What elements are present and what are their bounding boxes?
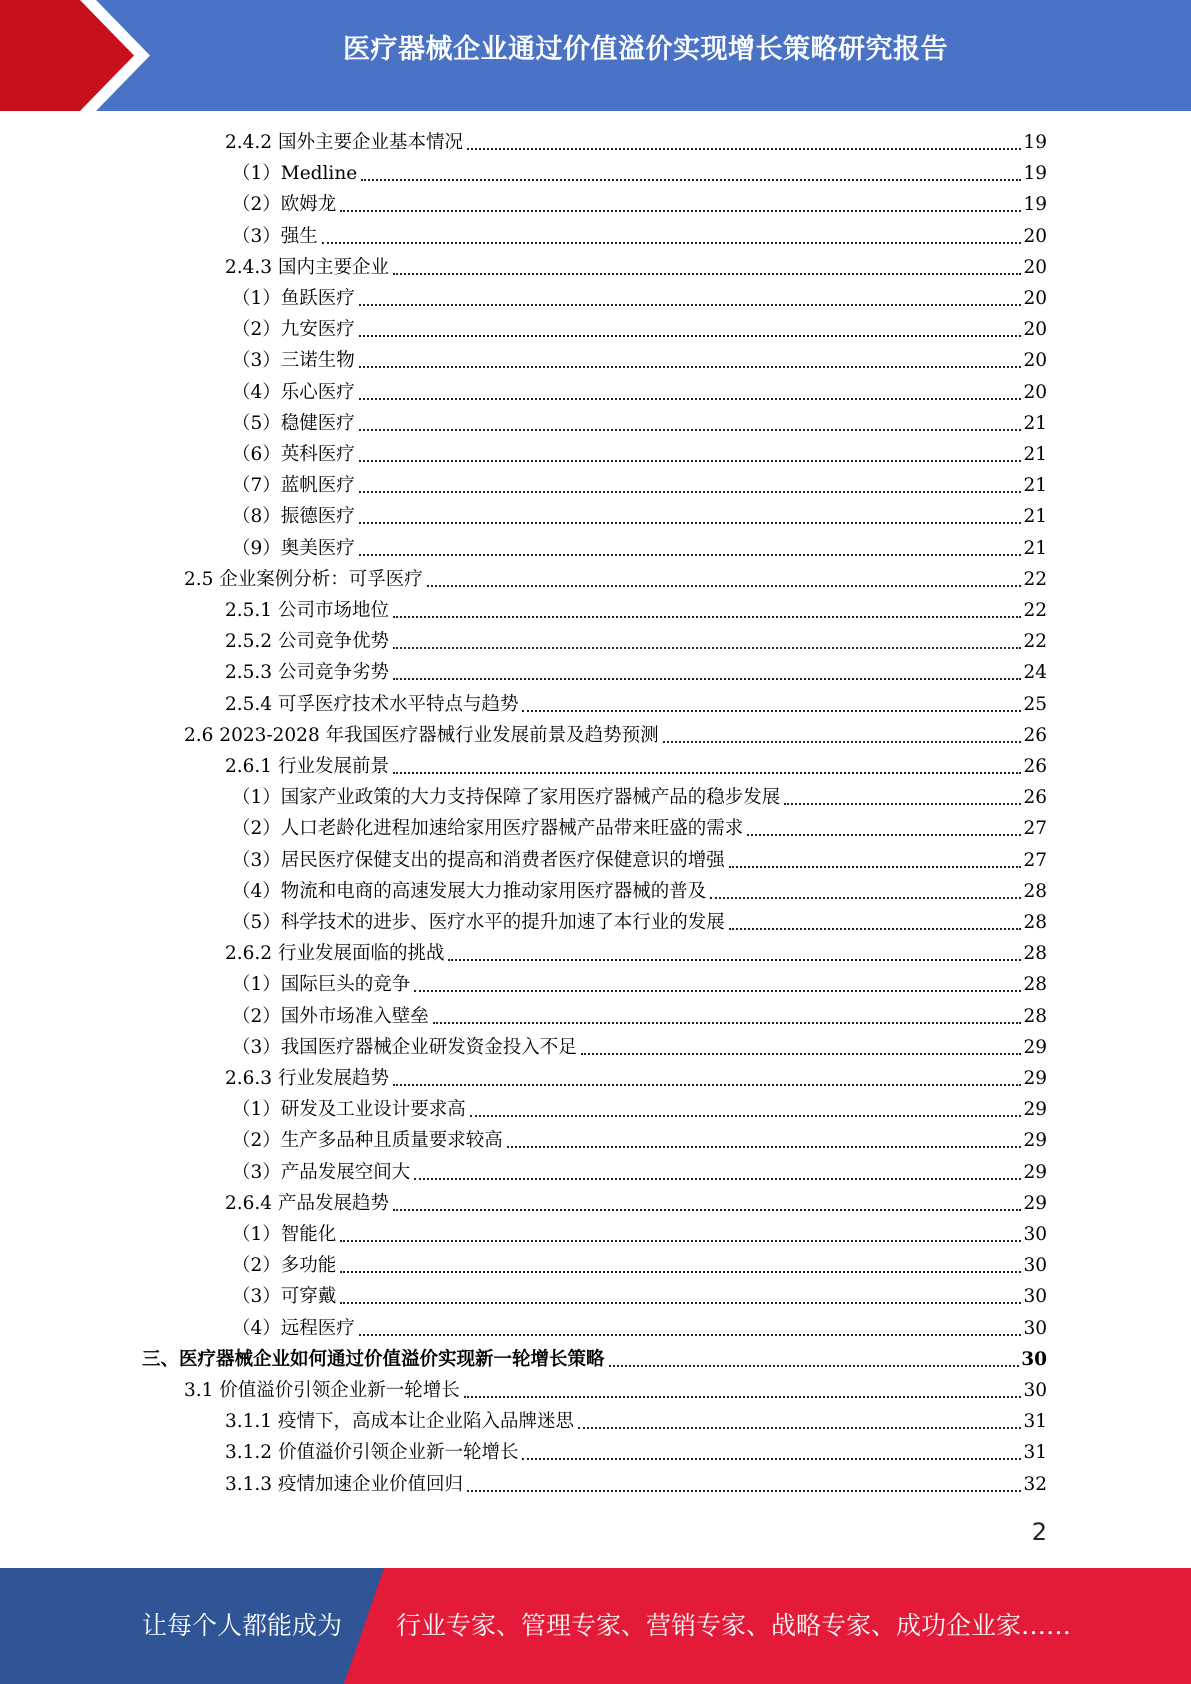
toc-dot-leader [729, 927, 1022, 930]
toc-entry[interactable] [232, 533, 1047, 564]
toc-entry-label: 3.1.2 价值溢价引领企业新一轮增长 [225, 1442, 519, 1464]
toc-entry[interactable] [232, 314, 1047, 345]
toc-entry-label: （8）振德医疗 [232, 506, 355, 528]
toc-entry-label: （3）可穿戴 [232, 1286, 337, 1308]
toc-dot-leader [581, 1052, 1022, 1055]
toc-dot-leader [359, 553, 1022, 556]
toc-entry[interactable] [232, 408, 1047, 439]
toc-entry[interactable] [225, 1437, 1047, 1468]
toc-entry-label: 2.5.1 公司市场地位 [225, 600, 389, 621]
toc-entry[interactable] [232, 1219, 1047, 1250]
toc-entry[interactable] [232, 1313, 1047, 1344]
toc-dot-leader [710, 896, 1021, 899]
toc-entry[interactable] [225, 626, 1047, 657]
toc-entry[interactable] [232, 845, 1047, 876]
toc-entry[interactable] [142, 1344, 1047, 1375]
toc-entry-label: （1）国际巨头的竞争 [232, 974, 411, 996]
toc-entry[interactable] [225, 595, 1047, 626]
toc-entry[interactable] [225, 689, 1047, 720]
toc-entry-label: （2）多功能 [232, 1255, 337, 1277]
toc-entry[interactable] [232, 377, 1047, 408]
toc-dot-leader [414, 1177, 1021, 1180]
toc-entry-page: 21 [1023, 537, 1047, 559]
toc-entry-label: （2）生产多品种且质量要求较高 [232, 1130, 503, 1152]
toc-entry-label: 三、医疗器械企业如何通过价值溢价实现新一轮增长策略 [142, 1348, 605, 1370]
toc-entry-page: 29 [1023, 1161, 1047, 1183]
toc-dot-leader [448, 958, 1021, 961]
toc-dot-leader [359, 397, 1022, 400]
toc-entry[interactable] [232, 501, 1047, 532]
toc-entry-label: （9）奥美医疗 [232, 537, 355, 559]
toc-entry-page: 20 [1023, 225, 1047, 247]
toc-entry[interactable] [232, 345, 1047, 376]
toc-entry[interactable] [225, 657, 1047, 688]
toc-entry-label: 3.1.3 疫情加速企业价值回归 [225, 1473, 463, 1495]
toc-entry-page: 21 [1023, 506, 1047, 528]
toc-entry[interactable] [232, 876, 1047, 907]
footer-slogan-right: 行业专家、管理专家、营销专家、战略专家、成功企业家…… [396, 1611, 1072, 1640]
toc-entry-label: 2.5.3 公司竞争劣势 [225, 662, 389, 684]
toc-dot-leader [393, 646, 1021, 649]
toc-entry[interactable] [232, 283, 1047, 314]
toc-entry-page: 29 [1023, 1099, 1047, 1121]
toc-dot-leader [359, 428, 1022, 431]
toc-entry-label: （3）三诺生物 [232, 350, 355, 372]
toc-dot-leader [609, 1364, 1020, 1367]
toc-entry-page: 30 [1023, 1286, 1047, 1308]
toc-entry[interactable] [232, 1032, 1047, 1063]
toc-dot-leader [729, 865, 1022, 868]
toc-dot-leader [322, 241, 1022, 244]
toc-dot-leader [340, 1301, 1021, 1304]
report-header [0, 0, 1191, 111]
toc-entry-page: 20 [1023, 319, 1047, 341]
toc-dot-leader [433, 1021, 1022, 1024]
toc-entry-label: 2.6.1 行业发展前景 [225, 756, 389, 777]
toc-dot-leader [393, 771, 1021, 774]
toc-entry[interactable] [232, 907, 1047, 938]
toc-entry-label: （3）居民医疗保健支出的提高和消费者医疗保健意识的增强 [232, 849, 725, 871]
toc-entry-label: （1）国家产业政策的大力支持保障了家用医疗器械产品的稳步发展 [232, 787, 781, 809]
toc-entry[interactable] [225, 938, 1047, 969]
toc-dot-leader [663, 740, 1022, 743]
toc-dot-leader [467, 1489, 1021, 1492]
toc-entry[interactable] [232, 782, 1047, 813]
toc-entry[interactable] [232, 1250, 1047, 1281]
footer-banner [0, 1568, 1191, 1684]
toc-entry-page: 27 [1023, 849, 1047, 871]
toc-entry-page: 26 [1023, 756, 1047, 777]
toc-entry[interactable] [184, 564, 1047, 595]
toc-entry[interactable] [232, 969, 1047, 1000]
toc-entry[interactable] [232, 813, 1047, 844]
toc-dot-leader [464, 1395, 1022, 1398]
toc-entry-label: （2）人口老龄化进程加速给家用医疗器械产品带来旺盛的需求 [232, 818, 744, 840]
toc-dot-leader [361, 178, 1021, 181]
toc-entry[interactable] [232, 189, 1047, 220]
toc-dot-leader [747, 833, 1021, 836]
toc-entry-label: （1）鱼跃医疗 [232, 288, 355, 309]
toc-entry-page: 25 [1023, 693, 1047, 715]
toc-entry-page: 30 [1023, 1380, 1047, 1401]
toc-entry-page: 19 [1023, 163, 1047, 185]
toc-dot-leader [359, 490, 1022, 493]
toc-entry-page: 21 [1023, 444, 1047, 465]
report-title: 医疗器械企业通过价值溢价实现增长策略研究报告 [343, 34, 948, 65]
toc-entry[interactable] [184, 720, 1047, 751]
toc-entry[interactable] [232, 221, 1047, 252]
toc-dot-leader [507, 1145, 1022, 1148]
toc-entry-label: 3.1.1 疫情下，高成本让企业陷入品牌迷思 [225, 1411, 574, 1433]
toc-entry-label: （2）九安医疗 [232, 319, 355, 341]
toc-entry-page: 30 [1023, 1224, 1047, 1245]
toc-entry-page: 28 [1023, 880, 1047, 902]
toc-entry-page: 32 [1023, 1473, 1047, 1495]
toc-dot-leader [393, 677, 1021, 680]
toc-dot-leader [427, 584, 1022, 587]
toc-entry-page: 27 [1023, 818, 1047, 840]
toc-entry-page: 29 [1023, 1036, 1047, 1058]
toc-entry-page: 30 [1021, 1348, 1047, 1370]
toc-dot-leader [414, 989, 1021, 992]
toc-entry[interactable] [225, 751, 1047, 782]
toc-entry-page: 21 [1023, 412, 1047, 434]
toc-dot-leader [470, 1114, 1022, 1117]
toc-entry[interactable] [232, 1125, 1047, 1156]
header-red-arrow [0, 0, 134, 111]
toc-entry-page: 29 [1023, 1192, 1047, 1214]
toc-entry-page: 21 [1023, 475, 1047, 497]
toc-entry-page: 28 [1023, 1005, 1047, 1027]
toc-entry-label: （4）远程医疗 [232, 1317, 355, 1339]
toc-entry-label: （3）我国医疗器械企业研发资金投入不足 [232, 1036, 577, 1058]
toc-dot-leader [359, 1333, 1022, 1336]
toc-entry-page: 28 [1023, 912, 1047, 933]
toc-dot-leader [578, 1426, 1021, 1429]
toc-dot-leader [359, 334, 1022, 337]
footer-slogan-left: 让每个人都能成为 [142, 1611, 343, 1640]
toc-dot-leader [359, 521, 1022, 524]
toc-entry-page: 22 [1023, 568, 1047, 590]
toc-dot-leader [393, 615, 1021, 618]
toc-dot-leader [393, 1083, 1021, 1086]
toc-entry-label: 2.5 企业案例分析：可孚医疗 [184, 568, 423, 590]
toc-dot-leader [340, 1270, 1021, 1273]
toc-dot-leader [522, 1457, 1021, 1460]
toc-entry-page: 22 [1023, 600, 1047, 621]
toc-entry-page: 20 [1023, 350, 1047, 372]
toc-entry[interactable] [184, 1375, 1047, 1406]
toc-entry-label: （2）国外市场准入壁垒 [232, 1005, 429, 1027]
toc-entry-label: （1）智能化 [232, 1224, 337, 1245]
toc-entry-page: 28 [1023, 943, 1047, 965]
toc-entry-page: 24 [1023, 662, 1047, 684]
toc-entry[interactable] [225, 1469, 1047, 1500]
toc-entry-page: 20 [1023, 288, 1047, 309]
toc-entry-page: 19 [1023, 194, 1047, 216]
toc-entry[interactable] [232, 1001, 1047, 1032]
toc-entry-label: 2.6.3 行业发展趋势 [225, 1068, 389, 1089]
toc-dot-leader [467, 147, 1021, 150]
header-arrow-shape [0, 0, 170, 111]
toc-entry[interactable] [232, 1094, 1047, 1125]
toc-entry-label: （3）产品发展空间大 [232, 1161, 411, 1183]
toc-entry-label: （7）蓝帆医疗 [232, 475, 355, 497]
toc-entry-page: 20 [1023, 256, 1047, 278]
toc-entry-label: （3）强生 [232, 225, 318, 247]
toc-entry[interactable] [225, 1188, 1047, 1219]
toc-dot-leader [359, 303, 1022, 306]
toc-entry-label: 2.6.4 产品发展趋势 [225, 1192, 389, 1214]
toc-entry-page: 22 [1023, 631, 1047, 653]
toc-entry-label: 2.5.2 公司竞争优势 [225, 631, 389, 653]
toc-dot-leader [393, 1208, 1021, 1211]
toc-entry-label: （2）欧姆龙 [232, 194, 337, 216]
toc-entry-label: 2.6.2 行业发展面临的挑战 [225, 943, 445, 965]
toc-dot-leader [359, 365, 1022, 368]
toc-entry-label: （1）研发及工业设计要求高 [232, 1099, 466, 1121]
toc-entry[interactable] [232, 439, 1047, 470]
toc-entry-page: 26 [1023, 787, 1047, 809]
page-number: 2 [1031, 1518, 1047, 1546]
toc-entry-page: 19 [1023, 132, 1047, 153]
toc-entry-label: （1）Medline [232, 163, 358, 185]
toc-entry-label: （5）科学技术的进步、医疗水平的提升加速了本行业的发展 [232, 912, 725, 933]
toc-entry-label: （4）物流和电商的高速发展大力推动家用医疗器械的普及 [232, 880, 707, 902]
toc-entry[interactable] [225, 252, 1047, 283]
toc-entry[interactable] [232, 158, 1047, 189]
toc-dot-leader [340, 209, 1021, 212]
toc-entry-page: 31 [1023, 1442, 1047, 1464]
toc-entry-label: 2.6 2023-2028 年我国医疗器械行业发展前景及趋势预测 [184, 724, 659, 746]
toc-entry-label: 2.5.4 可孚医疗技术水平特点与趋势 [225, 693, 519, 715]
toc-dot-leader [522, 709, 1021, 712]
toc-entry-page: 29 [1023, 1130, 1047, 1152]
toc-entry[interactable] [225, 1063, 1047, 1094]
toc-dot-leader [393, 272, 1021, 275]
toc-dot-leader [784, 802, 1021, 805]
toc-entry[interactable] [225, 1406, 1047, 1437]
toc-entry-label: （4）乐心医疗 [232, 381, 355, 403]
toc-entry[interactable] [232, 1281, 1047, 1312]
toc-entry[interactable] [232, 1157, 1047, 1188]
toc-dot-leader [340, 1239, 1021, 1242]
toc-entry-page: 28 [1023, 974, 1047, 996]
toc-entry[interactable] [232, 470, 1047, 501]
toc-entry-page: 26 [1023, 724, 1047, 746]
toc-entry-page: 20 [1023, 381, 1047, 403]
toc-entry-page: 30 [1023, 1317, 1047, 1339]
toc-entry-label: 2.4.3 国内主要企业 [225, 256, 389, 278]
toc-entry-page: 30 [1023, 1255, 1047, 1277]
toc-entry-page: 29 [1023, 1068, 1047, 1089]
toc-entry-page: 31 [1023, 1411, 1047, 1433]
toc-entry-label: （6）英科医疗 [232, 444, 355, 465]
toc-entry-label: 2.4.2 国外主要企业基本情况 [225, 132, 463, 153]
toc-entry-label: （5）稳健医疗 [232, 412, 355, 434]
toc-entry[interactable] [225, 127, 1047, 158]
toc-dot-leader [359, 459, 1022, 462]
toc-entry-label: 3.1 价值溢价引领企业新一轮增长 [184, 1380, 460, 1401]
